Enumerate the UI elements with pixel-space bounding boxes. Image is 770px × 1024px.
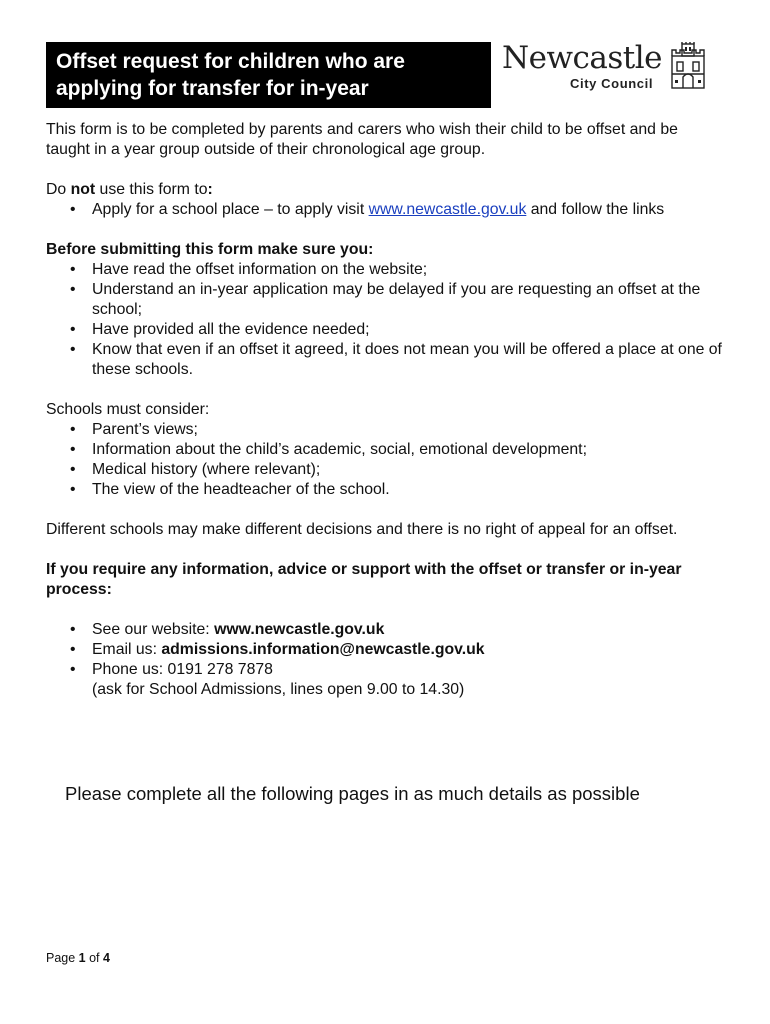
list-item: • Understand an in-year application may be delayed if you are requesting an offset at the school; [46,280,726,320]
before-submitting-list [46,260,726,380]
list-item [46,660,726,700]
title-line-1: Offset request for children who are [56,50,405,73]
council-logo [502,40,724,100]
page-current: 1 [78,951,86,965]
before-submitting-heading: Before submitting this form make sure you: [46,241,374,258]
castle-crest-icon [668,42,708,90]
support-contact-list [46,620,726,700]
website-address[interactable]: www.newcastle.gov.uk [214,621,385,638]
list-item: • Information about the child’s academic, social, emotional development; [46,440,726,460]
website-link[interactable]: www.newcastle.gov.uk [368,201,527,218]
intro-paragraph: This form is to be completed by parents and carers who wish their child to be offset and be taught in a year group outside of their chronological age group. [46,121,678,158]
list-item: • Have read the offset information on the website; [46,260,726,280]
page-footer: Page 1 of 4 [46,951,110,965]
list-item: • Have provided all the evidence needed; [46,320,726,340]
page-total: 4 [103,951,110,965]
schools-consider-heading: Schools must consider: [46,401,210,418]
logo-subtitle: City Council [570,76,654,91]
appeal-paragraph: Different schools may make different decisions and there is no right of appeal for an offset. [46,521,678,538]
do-not-list [46,200,726,220]
closing-instruction: Please complete all the following pages in as much details as possible [65,782,640,804]
list-item: • Parent’s views; [46,420,726,440]
phone-number: Phone us: 0191 278 7878 [92,661,273,678]
list-item: • Medical history (where relevant); [46,460,726,480]
list-item: • Know that even if an offset it agreed, it does not mean you will be offered a place at one of these schools. [46,340,726,380]
list-item: • See our website: www.newcastle.gov.uk [46,620,726,640]
form-instructions [46,120,726,700]
phone-hours: (ask for School Admissions, lines open 9.00 to 14.30) [92,681,465,698]
email-address[interactable]: admissions.information@newcastle.gov.uk [161,641,485,658]
logo-wordmark: Newcastle [502,40,662,76]
list-item: • Email us: admissions.information@newcastle.gov.uk [46,640,726,660]
title-line-2: applying for transfer for in-year [56,77,369,100]
support-heading: If you require any information, advice or support with the offset or transfer or in-year process: [46,561,682,598]
schools-consider-list [46,420,726,500]
list-item: • The view of the headteacher of the school. [46,480,726,500]
list-item: • Apply for a school place – to apply visit www.newcastle.gov.uk and follow the links [46,200,726,220]
page-title [46,42,491,108]
do-not-heading: Do not use this form to: [46,181,213,198]
